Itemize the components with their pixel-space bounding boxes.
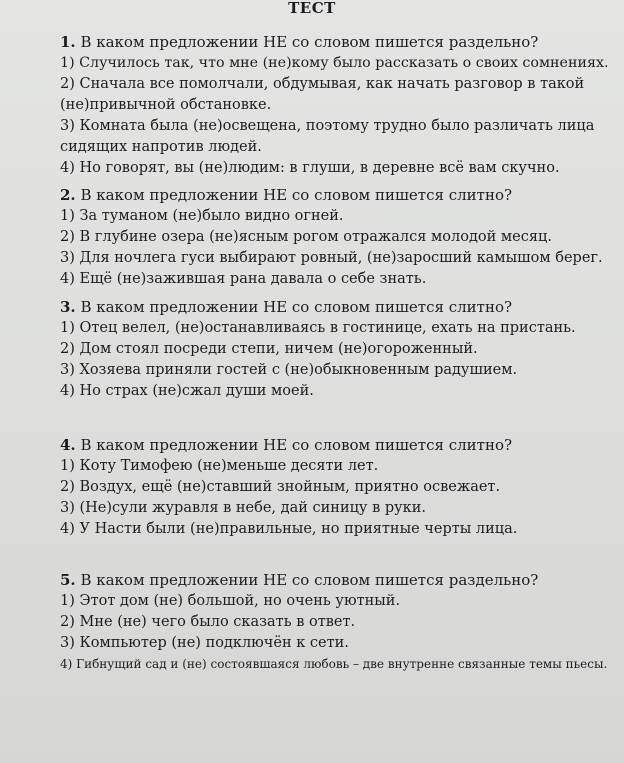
question-number: 2. bbox=[60, 186, 76, 204]
answer-line: 1) За туманом (не)было видно огней. bbox=[60, 208, 344, 224]
answer-line-continuation: сидящих напротив людей. bbox=[60, 139, 262, 155]
answer-line: 3) Для ночлега гуси выбирают ровный, (не)заросший камышом берег. bbox=[60, 250, 603, 266]
answer-line: 1) Коту Тимофею (не)меньше десяти лет. bbox=[60, 458, 379, 474]
question-4 bbox=[60, 435, 610, 540]
question-text: В каком предложении НЕ со словом пишется слитно? bbox=[80, 186, 513, 204]
question-heading bbox=[60, 297, 610, 318]
answer-line: 4) У Насти были (не)правильные, но приятные черты лица. bbox=[60, 521, 518, 537]
answer-line: 2) Дом стоял посреди степи, ничем (не)огороженный. bbox=[60, 341, 478, 357]
question-2 bbox=[60, 185, 610, 290]
question-heading bbox=[60, 435, 610, 456]
question-heading bbox=[60, 185, 610, 206]
question-3 bbox=[60, 297, 610, 402]
answer-line: 3) Хозяева приняли гостей с (не)обыкновенным радушием. bbox=[60, 362, 518, 378]
question-text: В каком предложении НЕ со словом пишется слитно? bbox=[80, 436, 513, 454]
answer-line: 3) Комната была (не)освещена, поэтому трудно было различать лица bbox=[60, 118, 595, 134]
answer-line: 1) Отец велел, (не)останавливаясь в гостинице, ехать на пристань. bbox=[60, 320, 576, 336]
page-title: ТЕСТ bbox=[288, 0, 336, 17]
question-heading bbox=[60, 32, 610, 53]
question-text: В каком предложении НЕ со словом пишется раздельно? bbox=[80, 33, 539, 51]
question-1 bbox=[60, 32, 610, 179]
answer-line: 2) В глубине озера (не)ясным рогом отражался молодой месяц. bbox=[60, 229, 552, 245]
question-text: В каком предложении НЕ со словом пишется раздельно? bbox=[80, 571, 539, 589]
answer-line: 4) Но страх (не)сжал души моей. bbox=[60, 383, 314, 399]
answer-line: 4) Ещё (не)зажившая рана давала о себе знать. bbox=[60, 271, 427, 287]
question-number: 3. bbox=[60, 298, 76, 316]
question-number: 5. bbox=[60, 571, 76, 589]
answer-line: 3) (Не)сули журавля в небе, дай синицу в руки. bbox=[60, 500, 426, 516]
question-number: 1. bbox=[60, 33, 76, 51]
question-heading bbox=[60, 570, 610, 591]
answer-line: 2) Сначала все помолчали, обдумывая, как начать разговор в такой bbox=[60, 76, 585, 92]
answer-line: 1) Этот дом (не) большой, но очень уютный. bbox=[60, 593, 401, 609]
answer-line: 4) Гибнущий сад и (не) состоявшаяся любовь – две внутренне связанные темы пьесы. bbox=[60, 657, 608, 671]
question-5 bbox=[60, 570, 610, 675]
question-text: В каком предложении НЕ со словом пишется слитно? bbox=[80, 298, 513, 316]
answer-line: 1) Случилось так, что мне (не)кому было рассказать о своих сомнениях. bbox=[60, 55, 609, 71]
answer-line: 4) Но говорят, вы (не)людим: в глуши, в деревне всё вам скучно. bbox=[60, 160, 560, 176]
answer-line: 2) Воздух, ещё (не)ставший знойным, приятно освежает. bbox=[60, 479, 501, 495]
question-number: 4. bbox=[60, 436, 76, 454]
answer-line-continuation: (не)привычной обстановке. bbox=[60, 97, 272, 113]
answer-line: 3) Компьютер (не) подключён к сети. bbox=[60, 635, 349, 651]
answer-line: 2) Мне (не) чего было сказать в ответ. bbox=[60, 614, 356, 630]
